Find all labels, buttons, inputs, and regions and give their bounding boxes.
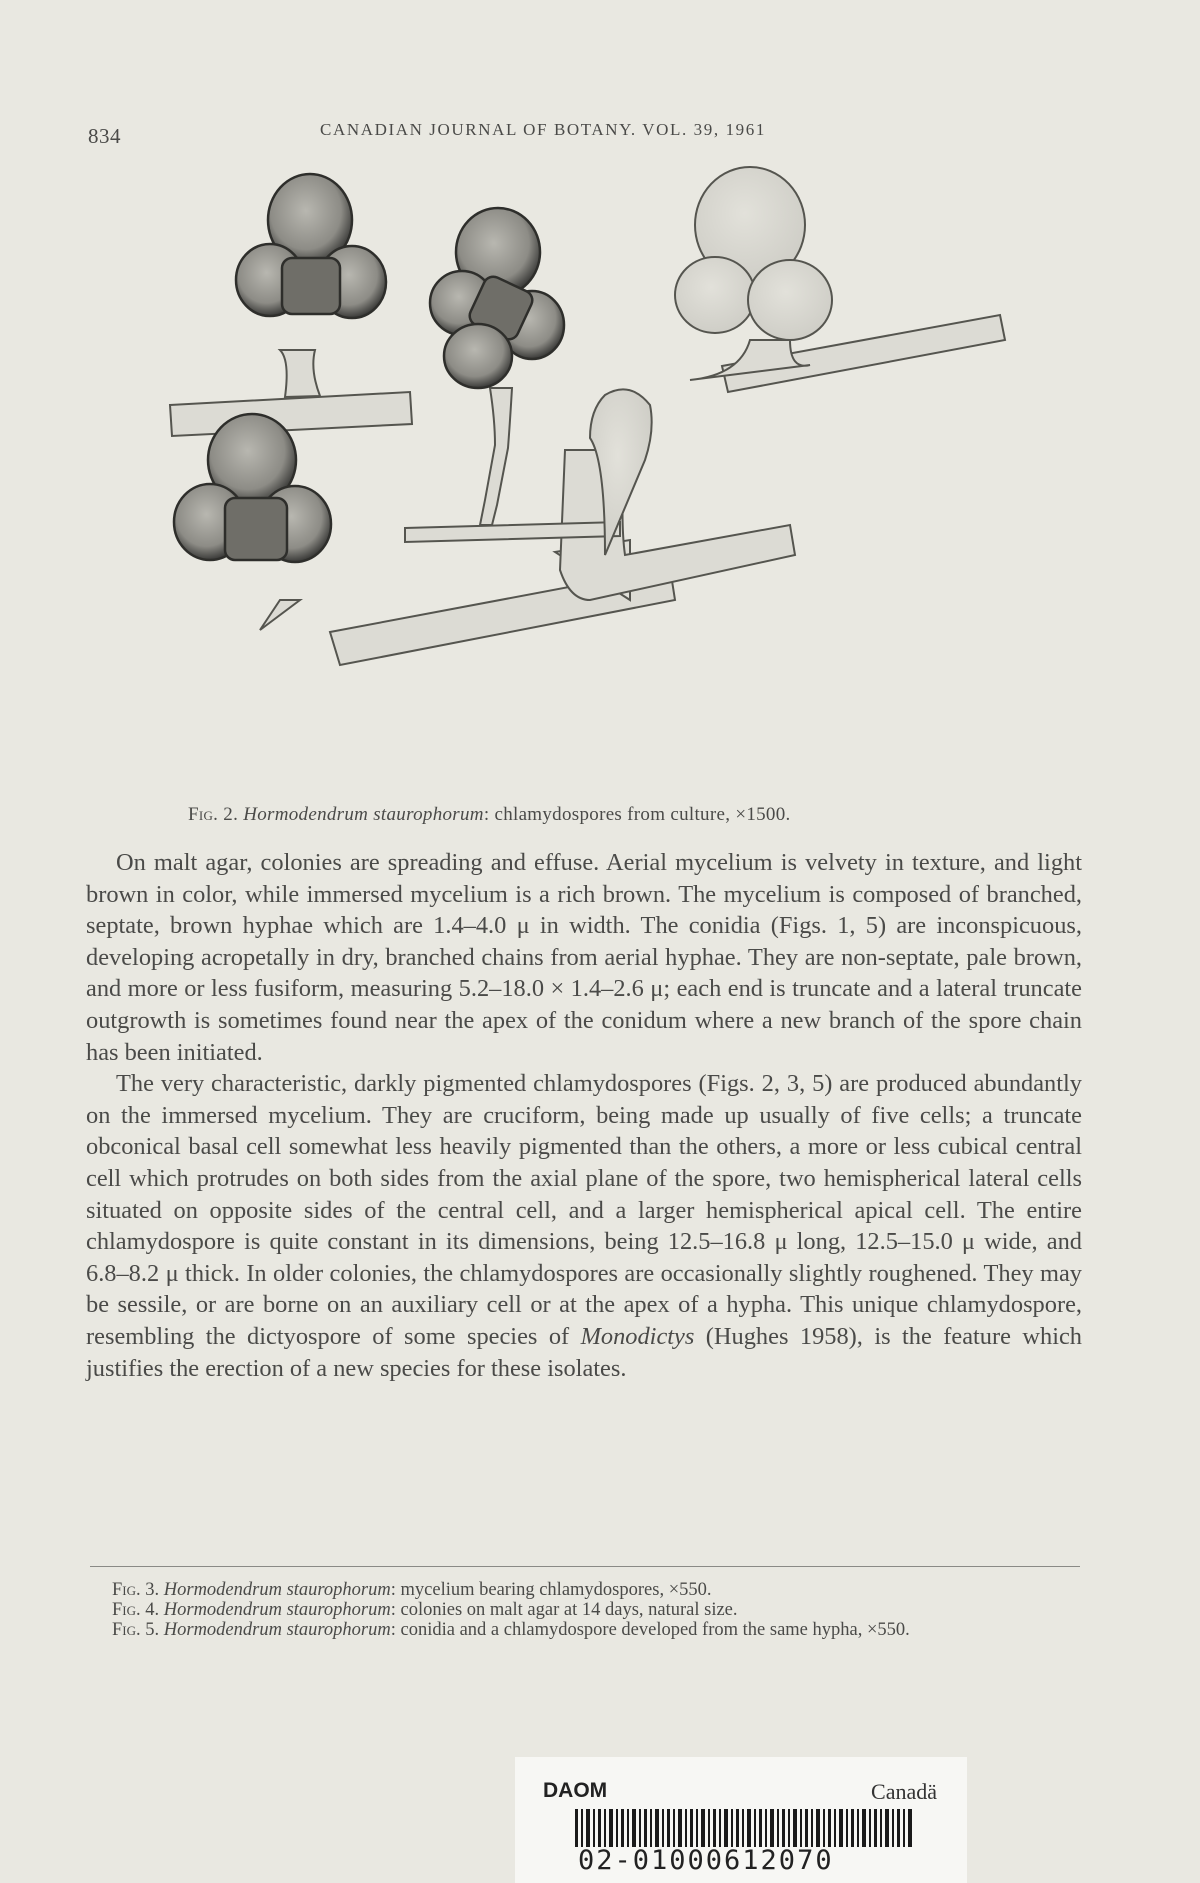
paragraph-1: On malt agar, colonies are spreading and effuse. Aerial mycelium is velvety in texture, and light brown in color, while immersed mycelium is a rich brown. The mycelium is composed of branched, septate, brown hyphae which are 1.4–4.0 μ in width. The conidia (Figs. 1, 5) are inconspicuous, developing acropetally in dry, branched chains from aerial hyphae. They are non-septate, pale brown, and more or less fusiform, measuring 5.2–18.0 × 1.4–2.6 μ; each end is truncate and a lateral truncate outgrowth is sometimes found near the apex of the conidum where a new branch of the spore chain has been initiated.	[86, 849, 1082, 1066]
specimen-label	[515, 1757, 967, 1883]
herbarium-code: DAOM	[543, 1779, 608, 1802]
figure-2-caption	[188, 804, 791, 826]
figure-3-species: Hormodendrum staurophorum	[163, 1580, 391, 1600]
figure-5-text: : conidia and a chlamydospore developed from the same hypha, ×550.	[390, 1620, 910, 1640]
genus-name: Monodictys	[580, 1322, 695, 1350]
figure-5-label: Fig. 5.	[112, 1620, 160, 1640]
canada-wordmark: Canadä	[871, 1779, 937, 1804]
figure-captions	[112, 1580, 1057, 1640]
paragraph-2-text: The very characteristic, darkly pigmented chlamydospores (Figs. 2, 3, 5) are produced abundantly on the immersed mycelium. They are cruciform, being made up usually of five cells; a truncate obconical basal cell somewhat less heavily pigmented than the others, a more or less cubical central cell which protrudes on both sides from the axial plane of the spore, two hemispherical lateral cells situated on opposite sides of the central cell, and a larger hemispherical apical cell. The entire chlamydospore is quite constant in its dimensions, being 12.5–16.8 μ long, 12.5–15.0 μ wide, and 6.8–8.2 μ thick. In older colonies, the chlamydospores are occasionally slightly roughened. They may be sessile, or are borne on an auxiliary cell or at the apex of a hypha. This unique chlamydospore, resembling the dictyospore of some species of	[86, 1070, 1082, 1350]
paragraph-2-end: (Hughes 1958), is the feature which justifies the erection of a new species for these isolates.	[86, 1322, 1082, 1382]
figure-2-caption-text: : chlamydospores from culture, ×1500.	[483, 804, 791, 825]
figure-4-label: Fig. 4.	[112, 1600, 160, 1620]
body-text	[86, 847, 1082, 1384]
paragraph-2	[86, 1068, 1082, 1384]
figure-3-label: Fig. 3.	[112, 1580, 160, 1600]
figure-4-species: Hormodendrum staurophorum	[163, 1600, 391, 1620]
figure-3-caption	[112, 1580, 1057, 1600]
running-head: CANADIAN JOURNAL OF BOTANY. VOL. 39, 1961	[320, 120, 766, 139]
figure-5-caption	[112, 1620, 1057, 1640]
page-number: 834	[88, 124, 121, 148]
figure-2-species: Hormodendrum staurophorum	[243, 804, 484, 825]
barcode-icon	[575, 1809, 915, 1847]
figure-2-illustration	[150, 160, 1030, 810]
barcode-number: 02-01000612070	[578, 1845, 834, 1876]
figure-4-caption	[112, 1600, 1057, 1620]
figure-2-label: Fig. 2.	[188, 804, 239, 825]
figure-5-species: Hormodendrum staurophorum	[163, 1620, 391, 1640]
figure-3-text: : mycelium bearing chlamydospores, ×550.	[390, 1580, 712, 1600]
footnote-divider	[90, 1566, 1080, 1567]
figure-4-text: : colonies on malt agar at 14 days, natural size.	[390, 1600, 738, 1620]
